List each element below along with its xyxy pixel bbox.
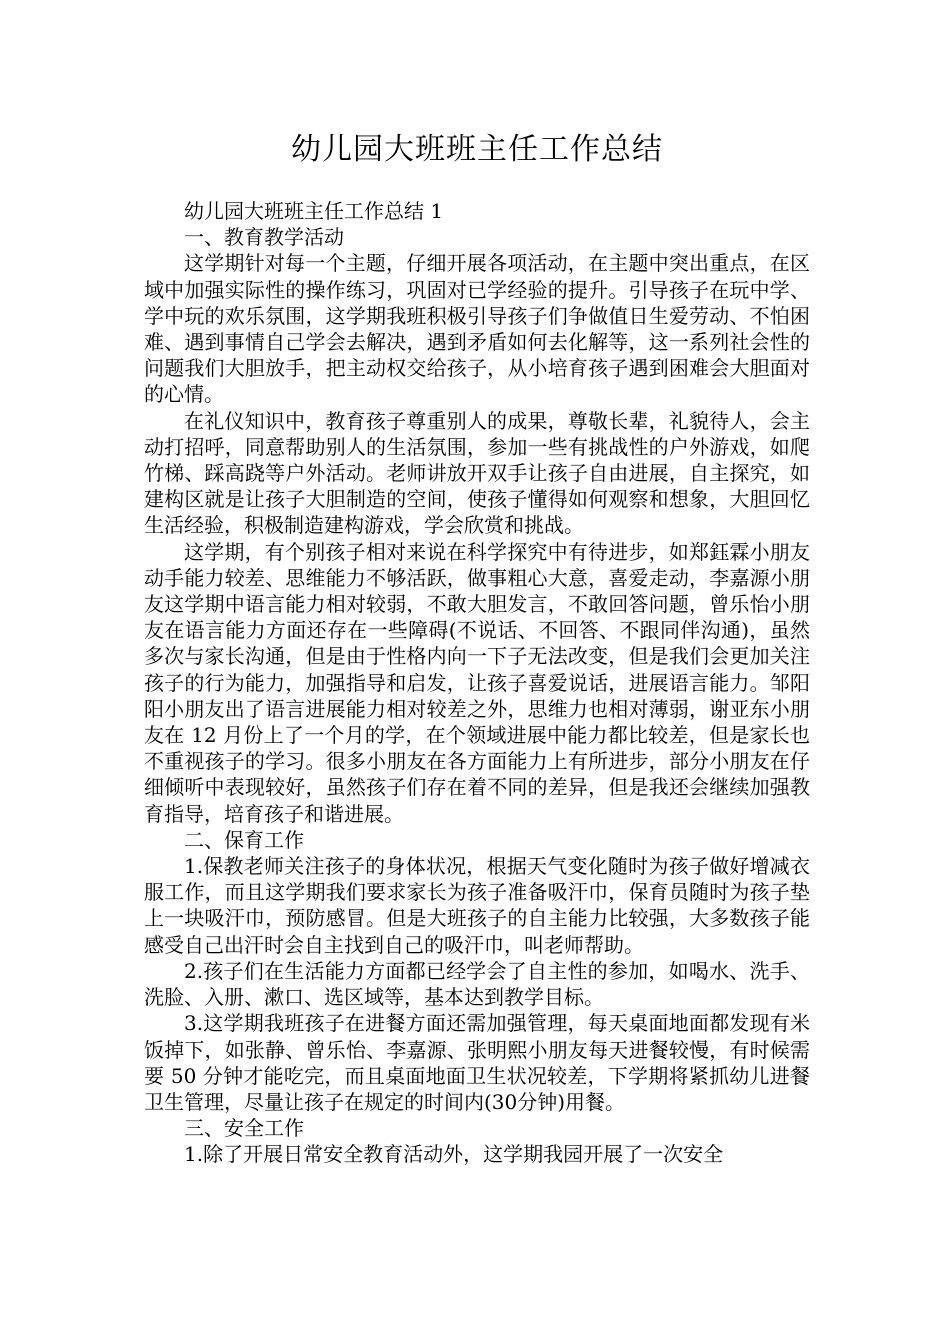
section-heading-teaching: 一、教育教学活动	[184, 225, 344, 250]
section-heading-care: 二、保育工作	[184, 827, 304, 852]
paragraph: 在礼仪知识中，教育孩子尊重别人的成果，尊敬长辈，礼貌待人，会主动打招呼，同意帮助别人的生活氛围，参加一些有挑战性的户外游戏，如爬竹梯、踩高跷等户外活动。老师讲放开双手让孩子自由进展，自主探究，如建构区就是让孩子大胆制造的空间，使孩子懂得如何观察和想象，大胆回忆生活经验，积极制造建构游戏，学会欣赏和挑战。	[144, 408, 810, 538]
paragraph: 3.这学期我班孩子在进餐方面还需加强管理，每天桌面地面都发现有米饭掉下，如张静、曾乐怡、李嘉源、张明熙小朋友每天进餐较慢，有时候需要 50 分钟才能吃完，而且桌面地面卫生状况较差，下学期将紧抓幼儿进餐卫生管理，尽量让孩子在规定的时间内(30分钟)用餐。	[144, 1011, 810, 1114]
paragraph: 这学期针对每一个主题，仔细开展各项活动，在主题中突出重点，在区域中加强实际性的操作练习，巩固对已学经验的提升。引导孩子在玩中学、学中玩的欢乐氛围，这学期我班积极引导孩子们争做值日生爱劳动、不怕困难、遇到事情自己学会去解决，遇到矛盾如何去化解等，这一系列社会性的问题我们大胆放手，把主动权交给孩子，从小培育孩子遇到困难会大胆面对的心情。	[144, 251, 810, 407]
document-body	[144, 198, 810, 1168]
paragraph: 1.除了开展日常安全教育活动外，这学期我园开展了一次安全	[184, 1142, 724, 1167]
subtitle-paragraph: 幼儿园大班班主任工作总结 1	[184, 199, 444, 223]
document-title: 幼儿园大班班主任工作总结	[291, 132, 663, 167]
section-heading-safety: 三、安全工作	[184, 1116, 304, 1141]
paragraph: 这学期，有个别孩子相对来说在科学探究中有待进步，如郑鈺霖小朋友动手能力较差、思维能力不够活跃，做事粗心大意，喜爱走动，李嘉源小朋友这学期中语言能力相对较弱，不敢大胆发言，不敢回答问题，曾乐怡小朋友在语言能力方面还存在一些障碍(不说话、不回答、不跟同伴沟通)，虽然多次与家长沟通，但是由于性格内向一下子无法改变，但是我们会更加关注孩子的行为能力，加强指导和启发，让孩子喜爱说话，进展语言能力。邹阳阳小朋友出了语言进展能力相对较差之外，思维力也相对薄弱，谢亚东小朋友在 12 月份上了一个月的学，在个领域进展中能力都比较差，但是家长也不重视孩子的学习。很多小朋友在各方面能力上有所进步，部分小朋友在仔细倾听中表现较好，虽然孩子们存在着不同的差异，但是我还会继续加强教育指导，培育孩子和谐进展。	[144, 539, 810, 826]
paragraph: 1.保教老师关注孩子的身体状况，根据天气变化随时为孩子做好增减衣服工作，而且这学期我们要求家长为孩子准备吸汗巾，保育员随时为孩子垫上一块吸汗巾，预防感冒。但是大班孩子的自主能力比较强，大多数孩子能感受自己出汗时会自主找到自己的吸汗巾，叫老师帮助。	[144, 854, 810, 957]
paragraph: 2.孩子们在生活能力方面都已经学会了自主性的参加，如喝水、洗手、洗脸、入册、漱口、选区域等，基本达到教学目标。	[144, 958, 810, 1010]
